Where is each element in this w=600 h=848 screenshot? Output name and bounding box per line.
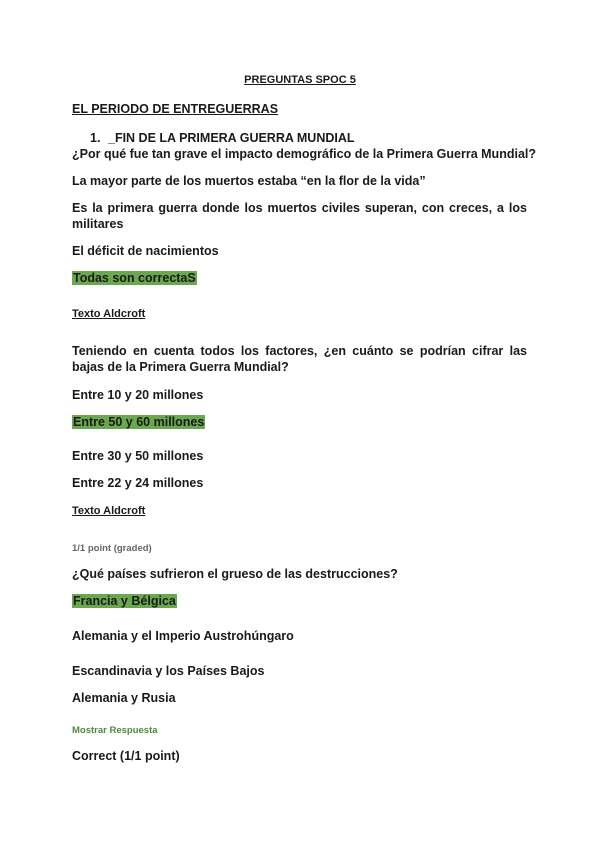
show-answer-link[interactable]: Mostrar Respuesta xyxy=(72,725,158,736)
q2-option-3[interactable]: Entre 30 y 50 millones xyxy=(72,449,204,463)
q3-option-2[interactable]: Alemania y el Imperio Austrohúngaro xyxy=(72,629,294,643)
q2-option-1[interactable]: Entre 10 y 20 millones xyxy=(72,388,204,402)
q2-source: Texto Aldcroft xyxy=(72,505,146,517)
correct-highlight: Entre 50 y 60 millones xyxy=(73,415,205,429)
section-heading: EL PERIODO DE ENTREGUERRAS xyxy=(72,102,279,116)
q2-option-2-correct[interactable] xyxy=(72,414,205,430)
page-title: PREGUNTAS SPOC 5 xyxy=(244,74,356,86)
correct-highlight: Francia y Bélgica xyxy=(73,594,176,608)
q2-score: 1/1 point (graded) xyxy=(72,543,152,554)
q1-option-1[interactable]: La mayor parte de los muertos estaba “en la flor de la vida” xyxy=(72,174,426,188)
item-title: _FIN DE LA PRIMERA GUERRA MUNDIAL xyxy=(108,131,355,145)
q1-option-4-correct[interactable] xyxy=(72,270,197,286)
q2-option-4[interactable]: Entre 22 y 24 millones xyxy=(72,476,204,490)
numbered-heading xyxy=(90,130,355,146)
q1-question: ¿Por qué fue tan grave el impacto demográfico de la Primera Guerra Mundial? xyxy=(72,147,537,161)
q3-option-4[interactable]: Alemania y Rusia xyxy=(72,691,176,705)
q1-source: Texto Aldcroft xyxy=(72,308,146,320)
q3-option-1-correct[interactable] xyxy=(72,593,177,609)
q1-option-2[interactable]: Es la primera guerra donde los muertos civiles superan, con creces, a los militares xyxy=(72,201,527,231)
q3-result: Correct (1/1 point) xyxy=(72,749,180,763)
correct-highlight: Todas son correctaS xyxy=(73,271,196,285)
q3-option-3[interactable]: Escandinavia y los Países Bajos xyxy=(72,664,265,678)
q3-question: ¿Qué países sufrieron el grueso de las destrucciones? xyxy=(72,567,398,581)
q1-option-3[interactable]: El déficit de nacimientos xyxy=(72,244,219,258)
q2-question: Teniendo en cuenta todos los factores, ¿en cuánto se podrían cifrar las bajas de la Primera Guerra Mundial? xyxy=(72,344,527,374)
item-number: 1. xyxy=(90,131,101,145)
